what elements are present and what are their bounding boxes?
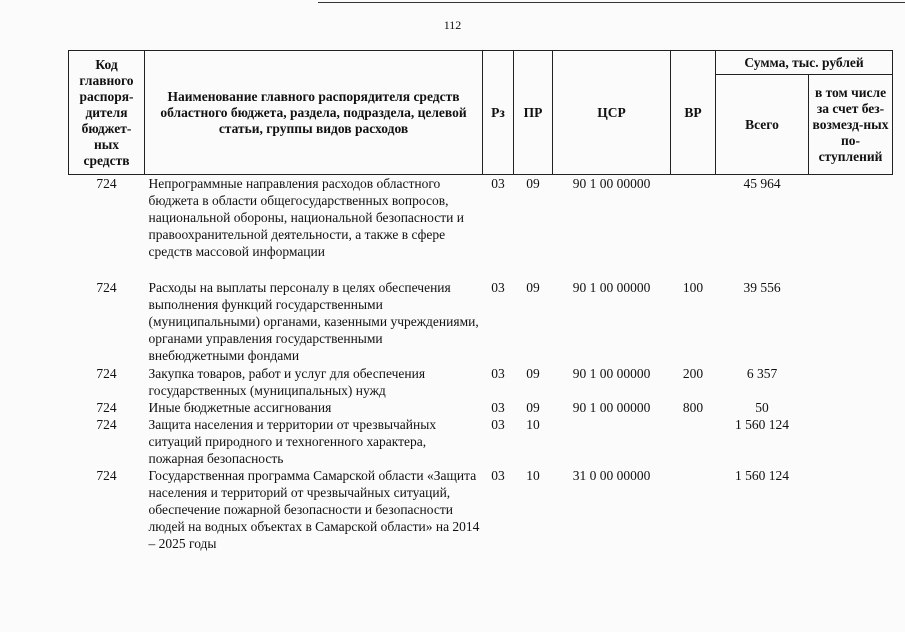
cell-csr: 90 1 00 00000 [572,279,651,295]
table-row [69,175,893,279]
cell-total: 39 556 [743,279,781,295]
cell-code: 724 [96,365,117,381]
cell-rz: 03 [491,279,505,295]
header-name: Наименование главного распорядителя средств областного бюджета, раздела, подраздела, целевой статьи, группы видов расходов [145,51,483,175]
cell-gratuitous [809,399,893,416]
table-row [69,279,893,365]
cell-name: Расходы на выплаты персоналу в целях обеспечения выполнения функций государственными (муниципальными) органами, казенными учреждениями, органами управления государственными внебюджетными фондами [148,279,479,363]
cell-vr: 800 [682,399,704,415]
cell-code: 724 [96,467,117,483]
header-sum-group: Сумма, тыс. рублей [716,51,893,75]
cell-rz: 03 [491,399,505,415]
cell-total: 50 [755,399,769,415]
cell-csr: 90 1 00 00000 [572,365,651,381]
header-total: Всего [716,75,809,175]
cell-name: Закупка товаров, работ и услуг для обеспечения государственных (муниципальных) нужд [148,365,426,398]
cell-name: Защита населения и территории от чрезвычайных ситуаций природного и техногенного характера, пожарная безопасность [148,416,437,466]
cell-vr [671,467,716,571]
cell-gratuitous [809,365,893,399]
cell-total: 1 560 124 [735,416,789,432]
header-code: Код главного распоря-дителя бюджет-ных средств [69,51,145,175]
table-row [69,467,893,571]
cell-rz: 03 [491,176,505,191]
header-pr: ПР [514,51,553,175]
cell-code: 724 [96,279,117,295]
cell-name: Иные бюджетные ассигнования [148,399,332,415]
cell-gratuitous [809,416,893,467]
cell-total: 45 964 [743,176,781,191]
table-row [69,416,893,467]
cell-rz: 03 [491,416,505,432]
cell-vr: 200 [682,365,704,381]
cell-pr: 09 [526,176,540,191]
cell-pr: 09 [526,365,540,381]
header-csr: ЦСР [553,51,671,175]
cell-code: 724 [96,399,117,415]
page-number: 112 [443,18,462,32]
header-vr: ВР [671,51,716,175]
cell-pr: 09 [526,399,540,415]
cell-rz: 03 [491,365,505,381]
cell-vr: 100 [682,279,704,295]
cell-name: Государственная программа Самарской области «Защита населения и территорий от чрезвычайных ситуаций, обеспечение пожарной безопасности и безопасности людей на водных объектах в Самарской области» на 2014 – 2025 годы [148,467,480,551]
cell-csr: 90 1 00 00000 [572,176,651,191]
cell-name: Непрограммные направления расходов областного бюджета в области общегосударственных вопросов, национальной обороны, национальной безопасности и правоохранительной деятельности, а также в сфере средств массовой информации [148,176,464,259]
cell-code: 724 [96,416,117,432]
header-gratuitous: в том числе за счет без-возмезд-ных по-ступлений [809,75,893,175]
top-border-line [318,2,905,3]
cell-rz: 03 [491,467,505,483]
cell-gratuitous [809,175,893,279]
header-rz: Рз [483,51,514,175]
cell-vr [671,175,716,279]
cell-gratuitous [809,279,893,365]
cell-pr: 10 [526,467,540,483]
budget-table [68,50,893,571]
table-row [69,365,893,399]
cell-gratuitous [809,467,893,571]
cell-csr: 31 0 00 00000 [572,467,651,483]
cell-total: 6 357 [746,365,778,381]
cell-code: 724 [96,176,117,191]
cell-pr: 10 [526,416,540,432]
cell-pr: 09 [526,279,540,295]
cell-csr [553,416,671,467]
table-row [69,399,893,416]
cell-csr: 90 1 00 00000 [572,399,651,415]
cell-total: 1 560 124 [735,467,789,483]
cell-vr [671,416,716,467]
